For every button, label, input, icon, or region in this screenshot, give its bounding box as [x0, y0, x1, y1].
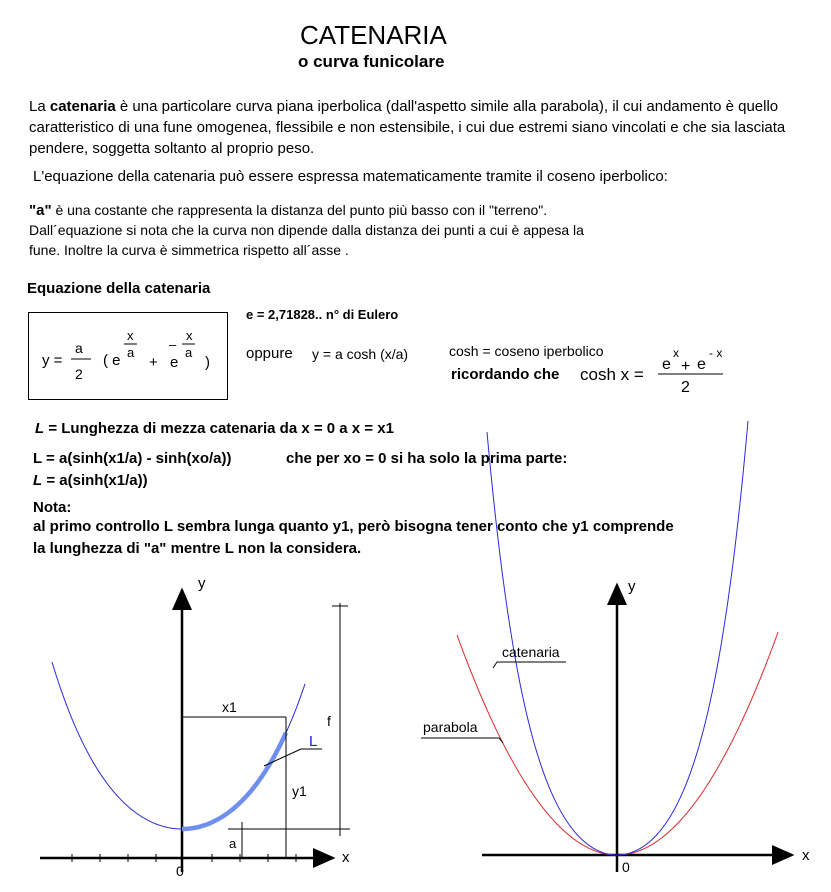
- formula-y-eq: y =: [42, 352, 63, 369]
- constant-note-line-3: fune. Inoltre la curva è simmetrica rispetto all´asse .: [29, 242, 349, 258]
- page-title: CATENARIA: [300, 20, 447, 50]
- cosh-recall: ricordando che: [451, 366, 560, 383]
- cosh-lhs: cosh x =: [580, 365, 644, 384]
- note-line-2: la lunghezza di "a" mentre L non la considera.: [33, 540, 362, 557]
- intro-keyword: catenaria: [49, 98, 116, 115]
- alt-formula: y = a cosh (x/a): [312, 346, 409, 362]
- euler-note: e = 2,71828.. n° di Eulero: [246, 307, 399, 322]
- note-heading: Nota:: [33, 499, 72, 516]
- cosh-den: 2: [681, 379, 690, 396]
- formula-close: ): [205, 354, 210, 371]
- cosh-num-e2: e: [697, 356, 706, 373]
- formula-plus: +: [149, 354, 158, 371]
- note-line-1: al primo controllo L sembra lunga quanto y1, però bisogna tener conto che y1 comprende: [33, 518, 674, 535]
- origin-label-right: 0: [622, 859, 630, 875]
- equation-heading: Equazione della catenaria: [27, 280, 211, 297]
- cosh-definition: cosh = coseno iperbolico: [449, 343, 604, 359]
- formula-e2: e: [170, 354, 179, 371]
- x-axis-label-left: x: [342, 849, 350, 866]
- formula-exp-a: a: [127, 345, 135, 360]
- formula-minus: –: [169, 337, 177, 352]
- equation-intro: L'equazione della catenaria può essere espressa matematicamente tramite il coseno iperbolico:: [33, 168, 668, 185]
- cosh-num-e1: e: [662, 356, 671, 373]
- y-axis-label-left: y: [198, 575, 206, 592]
- x1-label: x1: [222, 699, 237, 715]
- intro-line-1: La catenaria è una particolare curva piana iperbolica (dall'aspetto simile alla parabola), il cui andamento è quello: [29, 98, 779, 115]
- cosh-exp1: x: [673, 346, 679, 360]
- formula-exp-x: x: [127, 328, 134, 343]
- catenaria-label: catenaria: [502, 644, 560, 660]
- length-line-3: L = a(sinh(x1/a)): [33, 472, 148, 489]
- y-axis-label-right: y: [628, 578, 636, 595]
- x-axis-label-right: x: [802, 847, 810, 864]
- constant-note-line-2: Dall´equazione si nota che la curva non dipende dalla distanza dei punti a cui è appesa la: [29, 222, 584, 238]
- intro-line-3: pendere, soggetta soltanto al proprio peso.: [29, 140, 315, 157]
- constant-note-line-1: "a" è una costante che rappresenta la distanza del punto più basso con il "terreno".: [29, 202, 548, 219]
- cosh-plus: +: [681, 358, 691, 375]
- intro-line-2: caratteristico di una fune omogenea, flessibile e non estensibile, i cui due estremi siano vincolati e che sia lasciata: [29, 119, 786, 136]
- origin-label-left: 0: [176, 863, 184, 879]
- formula-open: ( e: [103, 352, 121, 369]
- L-label: L: [309, 733, 318, 750]
- page-subtitle: o curva funicolare: [298, 52, 445, 71]
- a-label: a: [229, 836, 237, 851]
- formula-exp2-a: a: [185, 345, 193, 360]
- formula-exp2-x: x: [186, 328, 193, 343]
- f-label: f: [327, 713, 331, 729]
- oppure-label: oppure: [246, 345, 293, 362]
- formula-den-2: 2: [75, 366, 83, 382]
- formula-num-a: a: [75, 340, 83, 356]
- length-line-2: L = a(sinh(x1/a) - sinh(xo/a)): [33, 450, 232, 467]
- length-line-2-note: che per xo = 0 si ha solo la prima parte:: [286, 450, 568, 467]
- y1-label: y1: [292, 783, 307, 799]
- cosh-exp2: - x: [709, 346, 723, 360]
- parabola-label: parabola: [423, 719, 478, 735]
- length-line-1: L = Lunghezza di mezza catenaria da x = 0 a x = x1: [35, 420, 394, 437]
